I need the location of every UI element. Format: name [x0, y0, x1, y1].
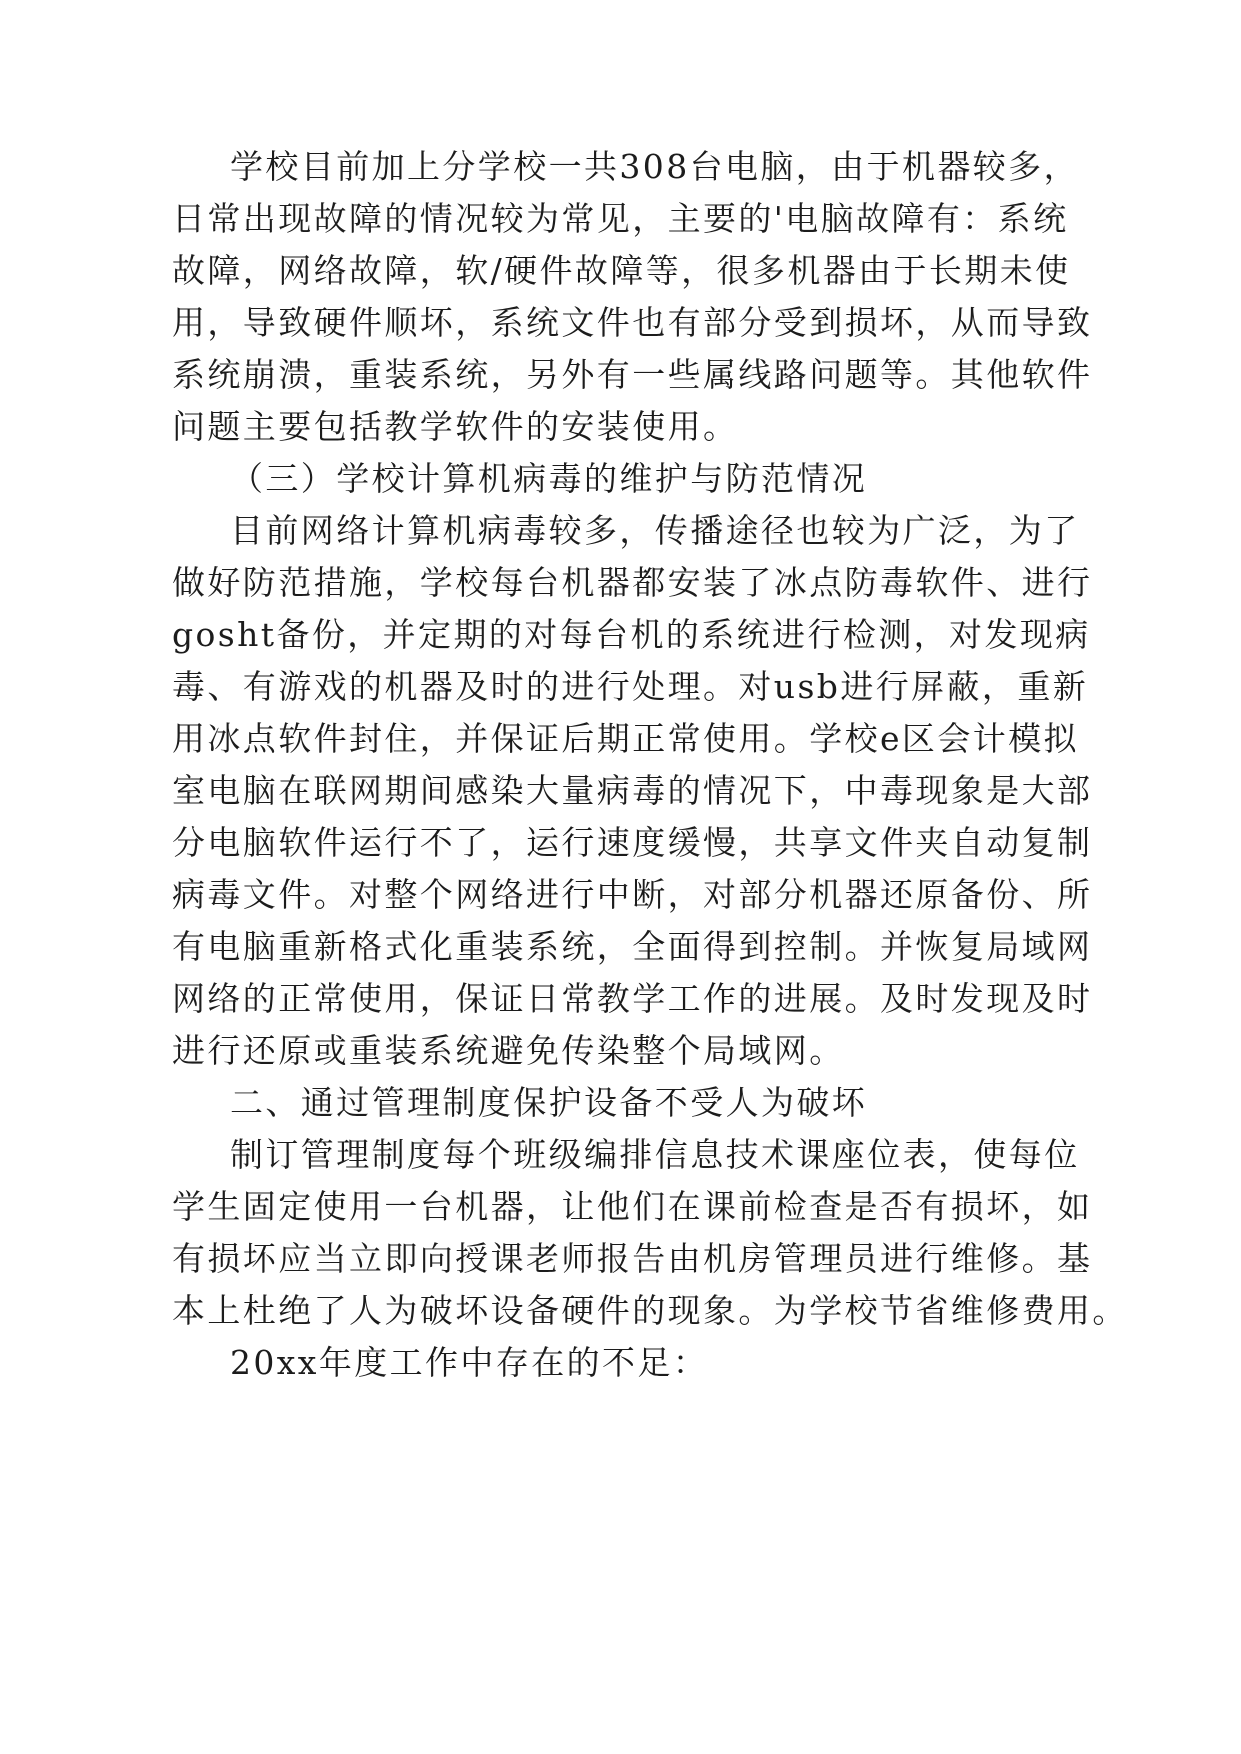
- paragraph-text: 病毒文件。对整个网络进行中断，对部分机器还原备份、所: [172, 875, 1093, 914]
- text-line: [0, 553, 1241, 613]
- paragraph-text: 日常出现故障的情况较为常见，主要的'电脑故障有：系统: [172, 199, 1069, 238]
- text-line: [0, 1281, 1241, 1341]
- text-line: [0, 345, 1241, 405]
- text-line: [0, 293, 1241, 353]
- paragraph-text: 学生固定使用一台机器，让他们在课前检查是否有损坏，如: [172, 1187, 1093, 1226]
- text-line: [0, 657, 1241, 717]
- text-line: [0, 1177, 1241, 1237]
- text-line: [0, 761, 1241, 821]
- paragraph-text: 学校目前加上分学校一共308台电脑，由于机器较多，: [230, 147, 1079, 186]
- paragraph-text: 毒、有游戏的机器及时的进行处理。对usb进行屏蔽，重新: [172, 667, 1089, 706]
- text-line: [0, 813, 1241, 873]
- paragraph-text: 系统崩溃，重装系统，另外有一些属线路问题等。其他软件: [172, 355, 1093, 394]
- paragraph-text: 有损坏应当立即向授课老师报告由机房管理员进行维修。基: [172, 1239, 1093, 1278]
- section-heading: 二、通过管理制度保护设备不受人为破坏: [230, 1083, 868, 1122]
- text-line: [0, 1021, 1241, 1081]
- paragraph-text: gosht备份，并定期的对每台机的系统进行检测，对发现病: [172, 615, 1091, 654]
- paragraph-text: 网络的正常使用，保证日常教学工作的进展。及时发现及时: [172, 979, 1093, 1018]
- paragraph-text: 故障，网络故障，软/硬件故障等，很多机器由于长期未使: [172, 251, 1071, 290]
- paragraph-text: 本上杜绝了人为破坏设备硬件的现象。为学校节省维修费用。: [172, 1291, 1128, 1330]
- text-line: [0, 501, 1241, 561]
- paragraph-text: 目前网络计算机病毒较多，传播途径也较为广泛，为了: [230, 511, 1080, 550]
- section-heading: （三）学校计算机病毒的维护与防范情况: [230, 459, 868, 498]
- text-line: [0, 241, 1241, 301]
- paragraph-text: 进行还原或重装系统避免传染整个局域网。: [172, 1031, 845, 1070]
- text-line: [0, 449, 1241, 509]
- paragraph-text: 做好防范措施，学校每台机器都安装了冰点防毒软件、进行: [172, 563, 1093, 602]
- text-line: [0, 969, 1241, 1029]
- text-line: [0, 137, 1241, 197]
- text-line: [0, 917, 1241, 977]
- text-line: [0, 1073, 1241, 1133]
- paragraph-text: 制订管理制度每个班级编排信息技术课座位表，使每位: [230, 1135, 1080, 1174]
- text-line: [0, 709, 1241, 769]
- paragraph-text: 有电脑重新格式化重装系统，全面得到控制。并恢复局域网: [172, 927, 1093, 966]
- paragraph-text: 用冰点软件封住，并保证后期正常使用。学校e区会计模拟: [172, 719, 1079, 758]
- paragraph-text: 用，导致硬件顺坏，系统文件也有部分受到损坏，从而导致: [172, 303, 1093, 342]
- text-line: [0, 1125, 1241, 1185]
- text-line: [0, 605, 1241, 665]
- text-line: [0, 1333, 1241, 1393]
- paragraph-text: 20xx年度工作中存在的不足：: [230, 1343, 709, 1382]
- text-line: [0, 1229, 1241, 1289]
- text-line: [0, 189, 1241, 249]
- text-line: [0, 397, 1241, 457]
- paragraph-text: 室电脑在联网期间感染大量病毒的情况下，中毒现象是大部: [172, 771, 1093, 810]
- paragraph-text: 问题主要包括教学软件的安装使用。: [172, 407, 739, 446]
- paragraph-text: 分电脑软件运行不了，运行速度缓慢，共享文件夹自动复制: [172, 823, 1093, 862]
- text-line: [0, 865, 1241, 925]
